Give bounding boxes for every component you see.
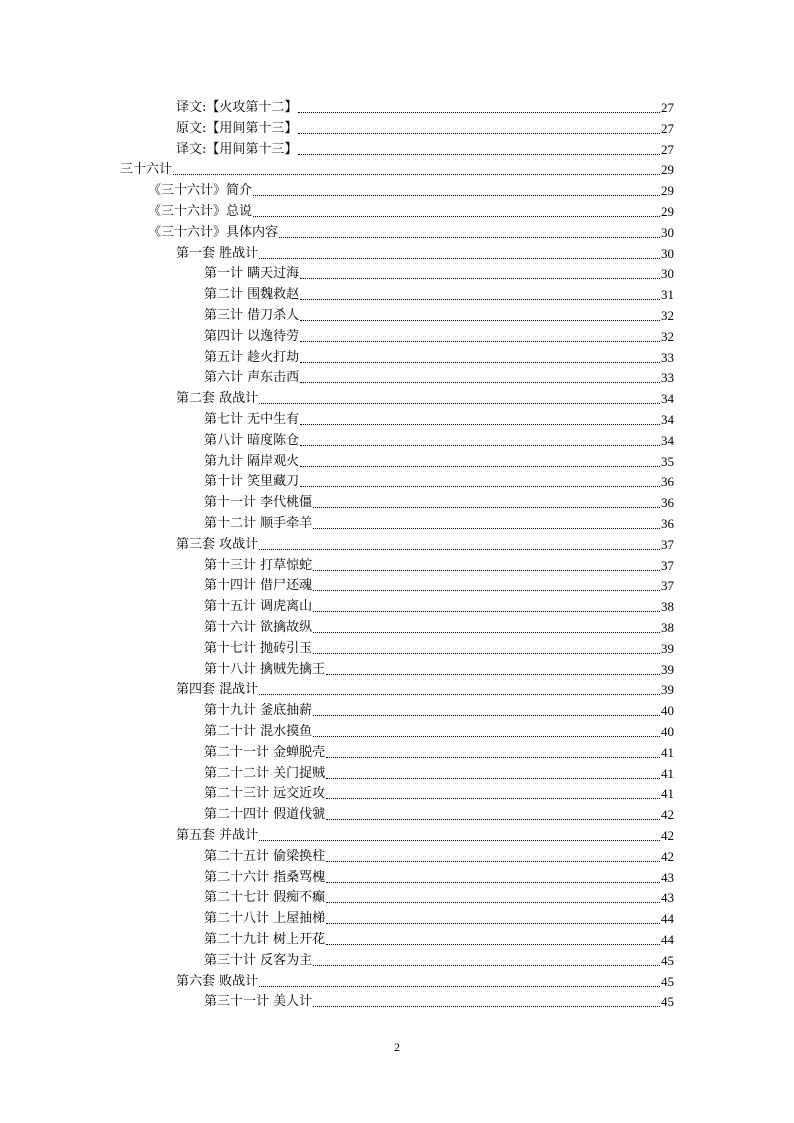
toc-entry-page-number: 39	[661, 640, 674, 656]
toc-entry[interactable]	[204, 866, 674, 886]
toc-entry[interactable]	[204, 366, 674, 386]
toc-entry[interactable]	[176, 138, 674, 158]
toc-entry-title: 第三十计 反客为主	[204, 952, 313, 968]
toc-entry-page-number: 42	[661, 828, 674, 843]
toc-entry-title: 第十三计 打草惊蛇	[204, 557, 313, 573]
toc-entry-page-number: 37	[661, 578, 674, 594]
toc-entry[interactable]	[176, 96, 674, 116]
toc-entry[interactable]	[204, 574, 674, 594]
toc-entry[interactable]	[204, 491, 674, 511]
toc-dot-leader	[253, 194, 660, 196]
toc-dot-leader	[313, 506, 660, 508]
toc-entry[interactable]	[204, 741, 674, 761]
toc-dot-leader	[298, 153, 660, 155]
toc-entry-title: 第二十计 混水摸鱼	[204, 724, 313, 739]
toc-dot-leader	[300, 465, 660, 467]
toc-entry-page-number: 40	[661, 703, 674, 719]
toc-entry-title: 《三十六计》具体内容	[148, 224, 279, 240]
toc-entry[interactable]	[204, 782, 674, 802]
toc-dot-leader	[313, 569, 660, 571]
toc-entry[interactable]	[148, 179, 674, 199]
toc-dot-leader	[300, 361, 660, 363]
toc-entry-page-number: 34	[661, 412, 674, 427]
toc-dot-leader	[313, 589, 660, 591]
toc-dot-leader	[259, 402, 660, 404]
toc-entry-page-number: 29	[661, 204, 674, 219]
toc-entry-title: 第九计 隔岸观火	[204, 453, 300, 469]
toc-dot-leader	[253, 215, 660, 217]
toc-entry-title: 第三十一计 美人计	[204, 994, 313, 1010]
toc-dot-leader	[326, 797, 660, 799]
toc-dot-leader	[326, 860, 660, 862]
toc-entry-title: 第十九计 釜底抽薪	[204, 703, 313, 719]
toc-entry-title: 第三套 攻战计	[176, 536, 259, 552]
toc-dot-leader	[313, 735, 660, 737]
toc-entry-title: 第二十一计 金蝉脱壳	[204, 744, 326, 760]
toc-entry-page-number: 45	[661, 973, 674, 989]
toc-dot-leader	[300, 298, 660, 300]
toc-entry-page-number: 45	[661, 994, 674, 1010]
toc-entry-page-number: 34	[661, 432, 674, 448]
toc-dot-leader	[313, 527, 660, 529]
toc-entry-title: 第二十三计 远交近攻	[204, 786, 326, 802]
toc-entry[interactable]	[204, 450, 674, 470]
toc-dot-leader	[326, 881, 660, 883]
toc-entry-title: 第二十五计 偷梁换柱	[204, 848, 326, 864]
toc-entry-title: 第十二计 顺手牵羊	[204, 516, 313, 531]
toc-entry[interactable]	[204, 346, 674, 366]
toc-entry[interactable]	[176, 242, 674, 262]
toc-entry[interactable]	[204, 637, 674, 657]
toc-entry-page-number: 37	[661, 536, 674, 552]
toc-entry-title: 第十一计 李代桃僵	[204, 495, 313, 511]
toc-entry-title: 第五计 趁火打劫	[204, 349, 300, 365]
toc-dot-leader	[279, 236, 660, 238]
toc-entry-page-number: 31	[661, 287, 674, 303]
toc-dot-leader	[298, 111, 660, 113]
toc-entry[interactable]	[204, 845, 674, 865]
toc-entry-page-number: 33	[661, 370, 674, 386]
toc-entry-page-number: 32	[661, 328, 674, 344]
toc-entry-page-number: 30	[661, 266, 674, 282]
toc-entry-title: 第二套 敌战计	[176, 391, 259, 407]
toc-entry[interactable]	[204, 408, 674, 428]
toc-entry-title: 第五套 并战计	[176, 828, 259, 843]
toc-dot-leader	[313, 964, 660, 966]
toc-entry-page-number: 30	[661, 245, 674, 261]
toc-dot-leader	[326, 818, 660, 820]
toc-entry-title: 第二计 围魏救赵	[204, 287, 300, 303]
toc-entry[interactable]	[204, 907, 674, 927]
toc-entry[interactable]	[120, 158, 674, 178]
toc-entry-title: 第二十六计 指桑骂槐	[204, 869, 326, 885]
toc-dot-leader	[326, 673, 660, 675]
toc-entry-page-number: 38	[661, 599, 674, 615]
toc-dot-leader	[313, 610, 660, 612]
toc-entry[interactable]	[176, 678, 674, 698]
toc-entry[interactable]	[204, 512, 674, 532]
toc-entry[interactable]	[204, 720, 674, 740]
toc-entry[interactable]	[204, 429, 674, 449]
toc-entry-title: 第二十七计 假痴不癫	[204, 890, 326, 906]
toc-entry-page-number: 37	[661, 557, 674, 573]
toc-entry-page-number: 34	[661, 391, 674, 407]
toc-entry-page-number: 39	[661, 682, 674, 698]
toc-entry[interactable]	[204, 886, 674, 906]
toc-entry-page-number: 38	[661, 620, 674, 635]
toc-entry-page-number: 44	[661, 932, 674, 947]
toc-entry[interactable]	[204, 325, 674, 345]
toc-entry-title: 原文:【用间第十三】	[176, 120, 298, 136]
toc-entry[interactable]	[204, 658, 674, 678]
toc-dot-leader	[326, 901, 660, 903]
toc-dot-leader	[300, 277, 660, 279]
toc-entry[interactable]	[204, 554, 674, 574]
toc-entry-title: 三十六计	[120, 162, 173, 178]
toc-entry[interactable]	[204, 803, 674, 823]
toc-dot-leader	[300, 340, 660, 342]
toc-entry-page-number: 42	[661, 807, 674, 823]
toc-entry-page-number: 36	[661, 495, 674, 511]
toc-entry-title: 第十五计 调虎离山	[204, 599, 313, 615]
toc-entry[interactable]	[204, 949, 674, 969]
toc-dot-leader	[259, 985, 660, 987]
toc-entry-page-number: 41	[661, 744, 674, 760]
toc-entry-title: 第一计 瞒天过海	[204, 266, 300, 282]
toc-dot-leader	[259, 693, 660, 695]
toc-entry-title: 《三十六计》简介	[148, 183, 253, 199]
toc-entry[interactable]	[204, 262, 674, 282]
toc-entry-title: 第四套 混战计	[176, 682, 259, 698]
toc-dot-leader	[326, 943, 660, 945]
toc-entry-page-number: 39	[661, 661, 674, 677]
toc-entry-page-number: 35	[661, 453, 674, 469]
toc-entry[interactable]	[204, 928, 674, 948]
toc-entry[interactable]	[204, 990, 674, 1010]
toc-entry-page-number: 27	[661, 120, 674, 136]
toc-entry[interactable]	[176, 117, 674, 137]
toc-dot-leader	[313, 652, 660, 654]
toc-entry-page-number: 43	[661, 869, 674, 885]
toc-entry[interactable]	[176, 970, 674, 990]
toc-entry[interactable]	[204, 595, 674, 615]
toc-entry-page-number: 40	[661, 724, 674, 739]
toc-entry-page-number: 27	[661, 141, 674, 157]
toc-entry-page-number: 36	[661, 474, 674, 490]
toc-entry[interactable]	[204, 699, 674, 719]
toc-entry-page-number: 36	[661, 516, 674, 531]
toc-entry-title: 第四计 以逸待劳	[204, 328, 300, 344]
toc-dot-leader	[300, 444, 660, 446]
toc-entry-title: 第二十四计 假道伐虢	[204, 807, 326, 823]
toc-dot-leader	[300, 381, 660, 383]
toc-entry-title: 第十七计 抛砖引玉	[204, 640, 313, 656]
toc-dot-leader	[313, 714, 660, 716]
toc-entry[interactable]	[204, 304, 674, 324]
toc-entry[interactable]	[204, 616, 674, 636]
toc-entry-title: 译文:【用间第十三】	[176, 141, 298, 157]
toc-entry-title: 第六套 败战计	[176, 973, 259, 989]
toc-entry-title: 第十八计 擒贼先擒王	[204, 661, 326, 677]
toc-dot-leader	[298, 132, 660, 134]
toc-dot-leader	[313, 1005, 660, 1007]
toc-entry-title: 译文:【火攻第十二】	[176, 100, 298, 115]
toc-entry-title: 《三十六计》总说	[148, 204, 253, 219]
toc-entry-page-number: 27	[661, 100, 674, 115]
toc-entry-title: 第二十九计 树上开花	[204, 932, 326, 947]
toc-entry-page-number: 45	[661, 952, 674, 968]
toc-entry-title: 第十计 笑里藏刀	[204, 474, 300, 490]
toc-entry[interactable]	[204, 470, 674, 490]
toc-dot-leader	[326, 777, 660, 779]
toc-dot-leader	[259, 839, 660, 841]
page-number: 2	[394, 1040, 400, 1054]
toc-dot-leader	[300, 423, 660, 425]
toc-entry-title: 第十四计 借尸还魂	[204, 578, 313, 594]
toc-entry[interactable]	[148, 221, 674, 241]
toc-entry-page-number: 44	[661, 911, 674, 927]
toc-entry-page-number: 43	[661, 890, 674, 906]
toc-dot-leader	[259, 548, 660, 550]
toc-entry-title: 第三计 借刀杀人	[204, 308, 300, 323]
toc-dot-leader	[313, 631, 660, 633]
toc-entry[interactable]	[204, 762, 674, 782]
toc-entry-title: 第七计 无中生有	[204, 412, 300, 427]
toc-entry-page-number: 33	[661, 349, 674, 365]
toc-dot-leader	[326, 922, 660, 924]
toc-entry-page-number: 41	[661, 786, 674, 802]
toc-entry-title: 第六计 声东击西	[204, 370, 300, 386]
toc-entry-title: 第二十八计 上屋抽梯	[204, 911, 326, 927]
toc-entry-title: 第十六计 欲擒故纵	[204, 620, 313, 635]
toc-entry-page-number: 30	[661, 224, 674, 240]
toc-entry[interactable]	[176, 533, 674, 553]
toc-dot-leader	[300, 319, 660, 321]
toc-entry-page-number: 32	[661, 308, 674, 323]
toc-entry-page-number: 41	[661, 765, 674, 781]
toc-entry[interactable]	[204, 283, 674, 303]
toc-entry-page-number: 29	[661, 162, 674, 178]
toc-entry[interactable]	[176, 824, 674, 844]
toc-entry-title: 第一套 胜战计	[176, 245, 259, 261]
toc-entry[interactable]	[176, 387, 674, 407]
toc-dot-leader	[326, 756, 660, 758]
toc-entry-page-number: 29	[661, 183, 674, 199]
toc-dot-leader	[173, 173, 660, 175]
toc-entry-title: 第二十二计 关门捉贼	[204, 765, 326, 781]
toc-entry-title: 第八计 暗度陈仓	[204, 432, 300, 448]
toc-dot-leader	[300, 485, 660, 487]
toc-entry-page-number: 42	[661, 848, 674, 864]
toc-dot-leader	[259, 257, 660, 259]
toc-entry[interactable]	[148, 200, 674, 220]
